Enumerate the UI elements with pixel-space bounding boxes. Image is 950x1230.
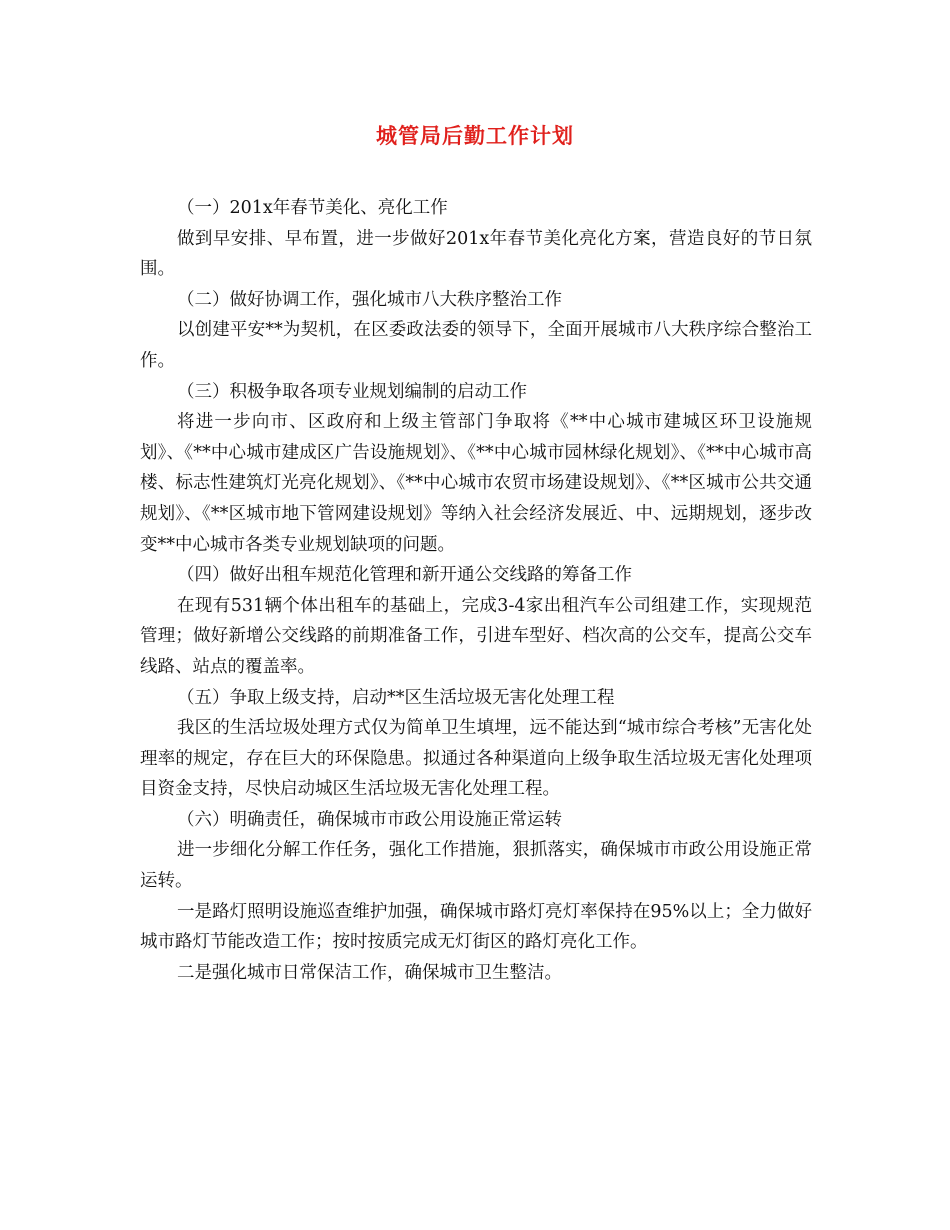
- section-heading-6: （六）明确责任，确保城市市政公用设施正常运转: [177, 809, 562, 830]
- document-body: [140, 193, 812, 988]
- paragraph: 以创建平安**为契机，在区委政法委的领导下，全面开展城市八大秩序综合整治工作。: [140, 320, 812, 371]
- paragraph: 我区的生活垃圾处理方式仅为简单卫生填埋，远不能达到“城市综合考核”无害化处理率的规定，存在巨大的环保隐患。拟通过各种渠道向上级争取生活垃圾无害化处理项目资金支持，尽快启动城区生活垃圾无害化处理工程。: [140, 718, 812, 800]
- paragraph: 一是路灯照明设施巡查维护加强，确保城市路灯亮灯率保持在95%以上；全力做好城市路灯节能改造工作；按时按质完成无灯街区的路灯亮化工作。: [140, 901, 812, 953]
- section-heading-3: （三）积极争取各项专业规划编制的启动工作: [177, 381, 527, 402]
- section-heading-5: （五）争取上级支持，启动**区生活垃圾无害化处理工程: [177, 687, 615, 708]
- section-heading-2: （二）做好协调工作，强化城市八大秩序整治工作: [177, 289, 562, 310]
- paragraph: 二是强化城市日常保洁工作，确保城市卫生整洁。: [177, 962, 562, 983]
- section-heading-1: （一）201x年春节美化、亮化工作: [177, 198, 448, 218]
- paragraph: 在现有531辆个体出租车的基础上，完成3-4家出租汽车公司组建工作，实现规范管理；做好新增公交线路的前期准备工作，引进车型好、档次高的公交车，提高公交车线路、站点的覆盖率。: [140, 595, 812, 677]
- document-title: 城管局后勤工作计划: [376, 123, 574, 148]
- paragraph: 做到早安排、早布置，进一步做好201x年春节美化亮化方案，营造良好的节日氛围。: [140, 228, 812, 280]
- paragraph: 进一步细化分解工作任务，强化工作措施，狠抓落实，确保城市市政公用设施正常运转。: [140, 840, 812, 892]
- paragraph: 将进一步向市、区政府和上级主管部门争取将《**中心城市建城区环卫设施规划》、《**中心城市建成区广告设施规划》、《**中心城市园林绿化规划》、《**中心城市高楼、标志性建筑灯光亮化规划》、《**中心城市农贸市场建设规划》、《**区城市公共交通规划》、《**区城市地下管网建设规划》等纳入社会经济发展近、中、远期规划，逐步改变**中心城市各类专业规划缺项的问题。: [140, 412, 812, 555]
- section-heading-4: （四）做好出租车规范化管理和新开通公交线路的筹备工作: [177, 565, 632, 586]
